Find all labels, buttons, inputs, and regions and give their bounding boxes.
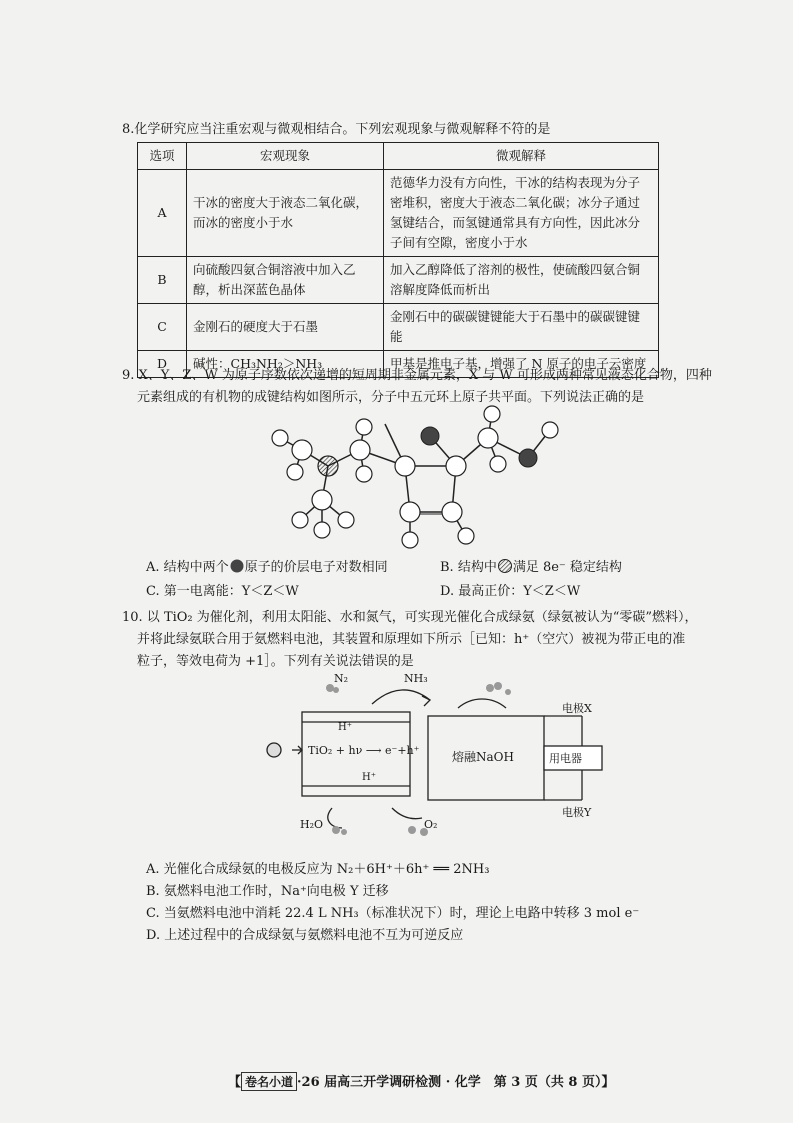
q9-option-a-text: A. 结构中两个	[146, 560, 229, 575]
h2o-label: H₂O	[300, 818, 324, 831]
table-header-row	[138, 143, 659, 170]
header-macro: 宏观现象	[187, 143, 384, 170]
dark-atom-icon	[229, 559, 245, 573]
table-row	[138, 170, 659, 257]
table-row	[138, 257, 659, 304]
molecule-structure-diagram	[260, 402, 560, 552]
q10-stem-line1: 10. 以 TiO₂ 为催化剂，利用太阳能、水和氮气，可实现光催化合成绿氨（绿氨被认为“零碳”燃料），	[122, 610, 698, 625]
q9-stem-line2: 元素组成的有机物的成键结构如图所示，分子中五元环上原子共平面。下列说法正确的是	[137, 390, 645, 405]
row-micro: 加入乙醇降低了溶剂的极性，使硫酸四氨合铜溶解度降低而析出	[384, 257, 659, 304]
footer-text: ·26 届高三开学调研检测 · 化学 第 3 页（共 8 页）】	[297, 1075, 615, 1090]
q9-option-b[interactable]	[440, 556, 622, 575]
header-option: 选项	[138, 143, 187, 170]
row-micro: 甲基是推电子基，增强了 N 原子的电子云密度	[384, 351, 659, 378]
row-macro: 向硫酸四氨合铜溶液中加入乙醇，析出深蓝色晶体	[187, 257, 384, 304]
electrode-x-label: 电极X	[562, 702, 592, 715]
tio2-reaction-label: TiO₂ + hν ⟶ e⁻+h⁺	[308, 744, 420, 757]
row-macro: 金刚石的硬度大于石墨	[187, 304, 384, 351]
row-macro: 干冰的密度大于液态二氧化碳，而冰的密度小于水	[187, 170, 384, 257]
q8-stem: 8.化学研究应当注重宏观与微观相结合。下列宏观现象与微观解释不符的是	[122, 122, 551, 137]
page-footer	[228, 1071, 614, 1091]
row-option: D	[138, 351, 187, 378]
hatched-atom-icon	[497, 559, 513, 573]
q10-option-b[interactable]: B. 氨燃料电池工作时，Na⁺向电极 Y 迁移	[146, 884, 389, 899]
q8-table	[137, 142, 659, 378]
q9-stem-line1: 9. X、Y、Z、W 为原子序数依次递增的短周期非金属元素，X 与 W 可形成两种常见液态化合物，四种	[122, 368, 712, 383]
table-row	[138, 304, 659, 351]
q9-option-b-tail: 满足 8e⁻ 稳定结构	[512, 560, 622, 575]
q9-option-a[interactable]	[146, 556, 388, 575]
q9-option-c[interactable]: C. 第一电离能：Y＜Z＜W	[146, 584, 299, 599]
q10-stem-line2: 并将此绿氨联合用于氨燃料电池，其装置和原理如下所示［已知：h⁺（空穴）被视为带正电的准	[137, 632, 686, 647]
q10-option-a[interactable]: A. 光催化合成绿氨的电极反应为 N₂＋6H⁺＋6h⁺ ══ 2NH₃	[146, 862, 490, 877]
row-micro: 范德华力没有方向性，干冰的结构表现为分子密堆积，密度大于液态二氧化碳；冰分子通过氢键结合，而氢键通常具有方向性，因此冰分子间有空隙，密度小于水	[384, 170, 659, 257]
h-plus-bottom-label: H⁺	[362, 772, 376, 783]
naoh-label: 熔融NaOH	[452, 750, 514, 764]
q9-option-a-tail: 原子的价层电子对数相同	[244, 560, 388, 575]
h-plus-top-label: H⁺	[338, 722, 352, 733]
q9-option-d[interactable]: D. 最高正价：Y＜Z＜W	[440, 584, 581, 599]
row-option: B	[138, 257, 187, 304]
o2-label: O₂	[424, 818, 438, 831]
nh3-label: NH₃	[404, 672, 428, 685]
row-macro: 碱性：CH₃NH₂＞NH₃	[187, 351, 384, 378]
q9-option-b-text: B. 结构中	[440, 560, 497, 575]
row-micro: 金刚石中的碳碳键键能大于石墨中的碳碳键键能	[384, 304, 659, 351]
brand-logo: 卷名小道	[241, 1072, 297, 1091]
q10-stem-line3: 粒子，等效电荷为 +1］。下列有关说法错误的是	[137, 654, 414, 669]
q10-option-c[interactable]: C. 当氨燃料电池中消耗 22.4 L NH₃（标准状况下）时，理论上电路中转移 3 mol e⁻	[146, 906, 640, 921]
device-label: 用电器	[549, 752, 582, 765]
footer-bracket: 【	[228, 1075, 242, 1090]
electrode-y-label: 电极Y	[562, 806, 592, 819]
n2-label: N₂	[334, 672, 349, 685]
row-option: C	[138, 304, 187, 351]
header-micro: 微观解释	[384, 143, 659, 170]
row-option: A	[138, 170, 187, 257]
q10-device-diagram	[262, 668, 622, 846]
q10-option-d[interactable]: D. 上述过程中的合成绿氨与氨燃料电池不互为可逆反应	[146, 928, 464, 943]
